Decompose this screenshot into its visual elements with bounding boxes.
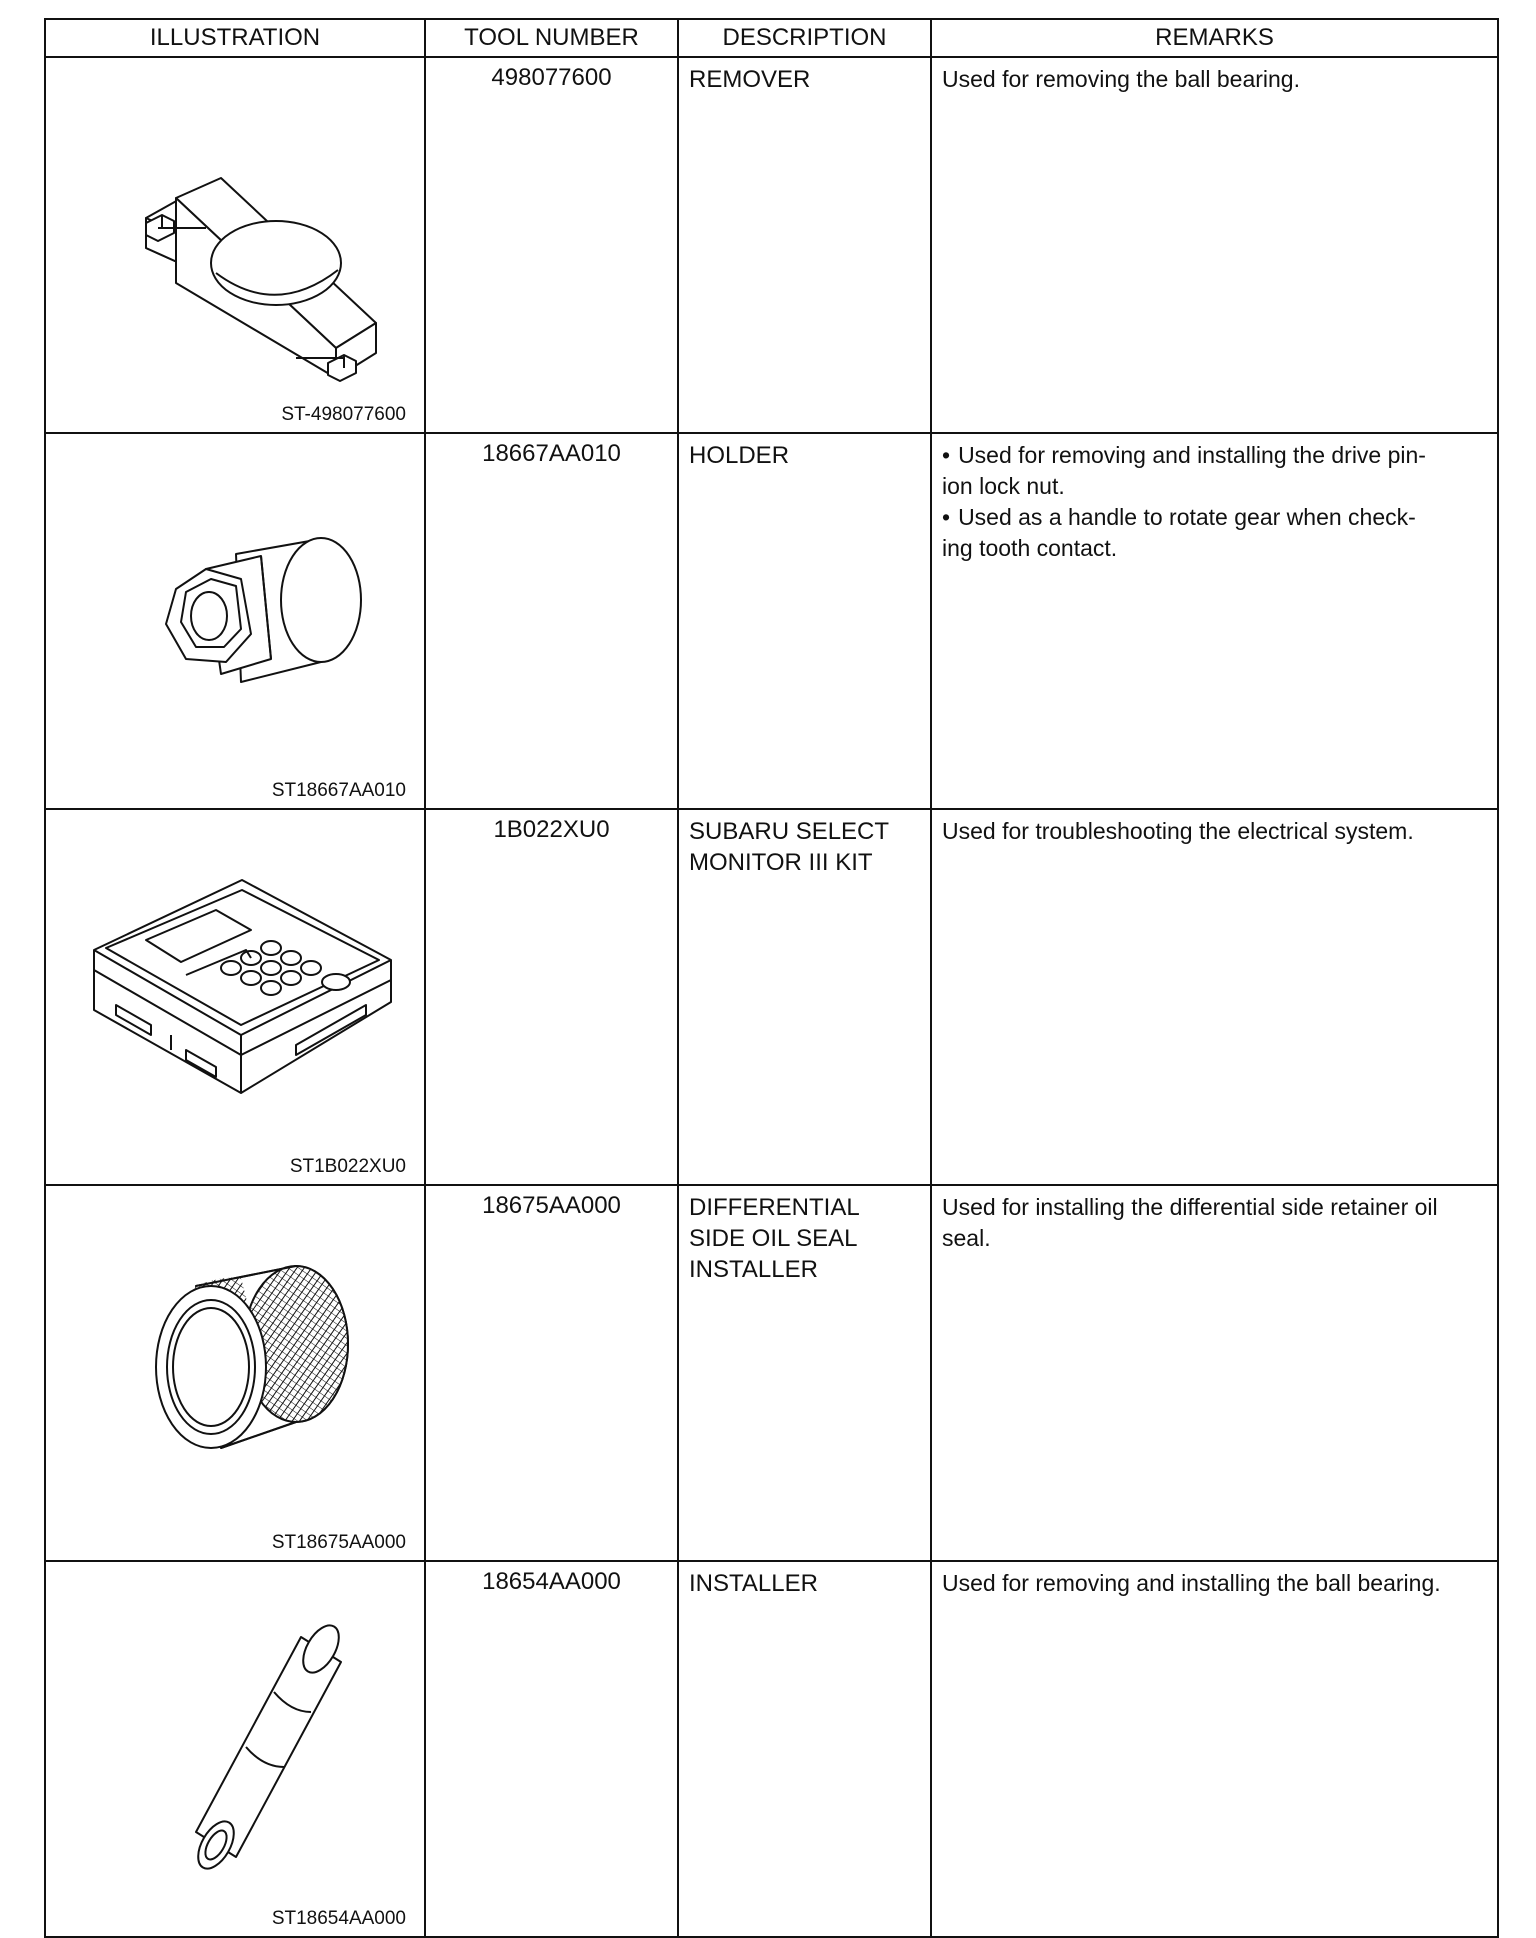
bullet-icon: • [942,442,951,468]
oil-seal-installer-icon [46,1186,424,1554]
tool-number: 18667AA010 [425,433,678,809]
illustration-code: ST18667AA010 [271,780,406,801]
description-line: SIDE OIL SEAL [689,1225,858,1252]
description [678,1561,931,1937]
description-line: INSTALLER [689,1570,818,1597]
description-line: MONITOR III KIT [689,849,873,876]
remarks [931,1561,1498,1937]
select-monitor-icon [46,810,424,1178]
table-row [45,433,1498,809]
special-tools-table [44,18,1499,1938]
description-line: SUBARU SELECT [689,818,890,845]
remarks-line: Used for removing and installing the drive pin- [958,442,1426,468]
remarks [931,57,1498,433]
illustration-code: ST-498077600 [281,404,406,425]
table-row [45,809,1498,1185]
remarks-line: Used for removing and installing the ball bearing. [942,1570,1441,1596]
remarks-bullet [942,502,1489,564]
remarks [931,1185,1498,1561]
remarks-line: ing tooth contact. [942,535,1118,561]
description-line: HOLDER [689,442,790,469]
illustration-code: ST1B022XU0 [289,1156,406,1177]
illustration-cell [45,57,425,433]
table-row [45,1185,1498,1561]
socket-holder-icon [46,434,424,802]
description-line: DIFFERENTIAL [689,1194,860,1221]
illustration-code: ST18654AA000 [271,1908,406,1929]
table-row [45,1561,1498,1937]
illustration-cell [45,809,425,1185]
remarks-line: seal. [942,1225,991,1251]
illustration-code: ST18675AA000 [271,1532,406,1553]
table-row [45,57,1498,433]
illustration-cell [45,1185,425,1561]
remarks-line: Used as a handle to rotate gear when check- [958,504,1416,530]
header-illustration: ILLUSTRATION [45,19,425,57]
tool-number: 1B022XU0 [425,809,678,1185]
description [678,1185,931,1561]
illustration-cell [45,1561,425,1937]
remarks-line: ion lock nut. [942,473,1065,499]
header-row [45,19,1498,57]
header-description: DESCRIPTION [678,19,931,57]
description [678,809,931,1185]
description-line: INSTALLER [689,1256,818,1283]
bearing-installer-icon [46,1562,424,1930]
header-remarks: REMARKS [931,19,1498,57]
remarks-line: Used for troubleshooting the electrical system. [942,818,1414,844]
description [678,433,931,809]
remarks-bullet [942,440,1489,502]
remarks-line: Used for installing the differential side retainer oil [942,1194,1438,1220]
description [678,57,931,433]
tool-number: 498077600 [425,57,678,433]
remarks-line: Used for removing the ball bearing. [942,66,1300,92]
illustration-cell [45,433,425,809]
remarks [931,433,1498,809]
tool-number: 18654AA000 [425,1561,678,1937]
header-tool-number: TOOL NUMBER [425,19,678,57]
remarks [931,809,1498,1185]
tool-number: 18675AA000 [425,1185,678,1561]
bullet-icon: • [942,504,951,530]
description-line: REMOVER [689,66,811,93]
bearing-remover-icon [46,58,424,426]
